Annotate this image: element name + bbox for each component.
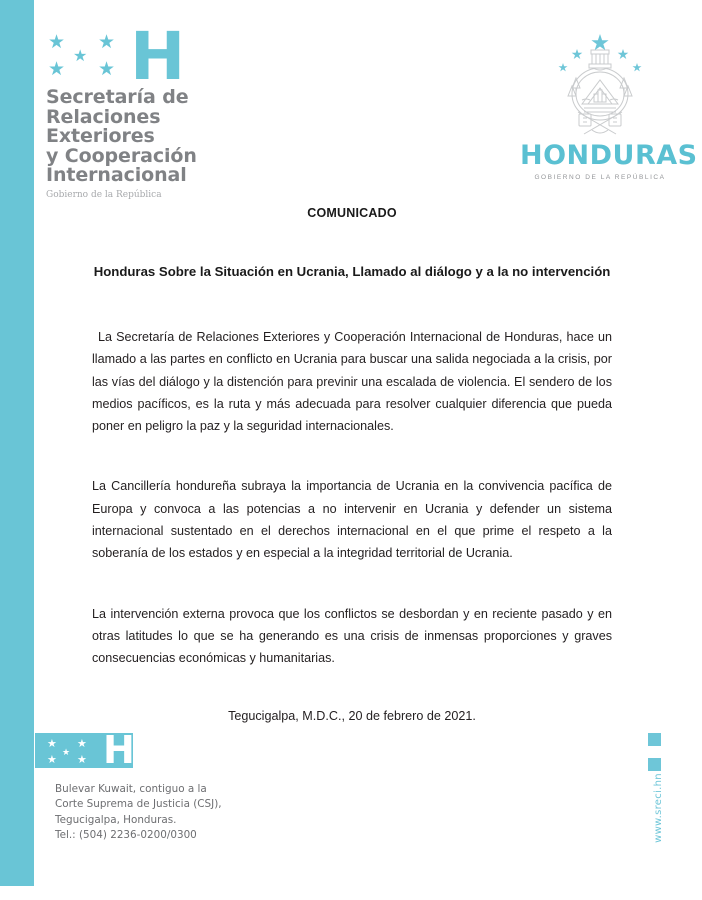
honduras-stars-h-logo-icon [46, 18, 196, 95]
sreci-name-line: Secretaría de [46, 86, 189, 108]
sreci-logo [46, 18, 346, 201]
star-icon: ★ [77, 738, 87, 750]
document-kicker: COMUNICADO [307, 206, 397, 220]
letter-h-icon: H [103, 728, 134, 772]
address-line: Tel.: (504) 2236-0200/0300 [55, 829, 197, 842]
address-line: Tegucigalpa, Honduras. [55, 813, 177, 826]
sreci-name-line: Exteriores [46, 125, 155, 147]
body-paragraph: La Secretaría de Relaciones Exteriores y Cooperación Internacional de Honduras, hace un llamado a las partes en conflicto en Ucrania para buscar una salida negociada a la crisis, por las vías del diálogo y la distención para previnir una escalada de violencia. El sendero de los medios pacíficos, es la ruta y más adecuada para resolver cualquier diferencia que pueda poner en peligro la paz y la seguridad internacionales. [92, 330, 612, 434]
address-line: Corte Suprema de Justicia (CSJ), [55, 798, 222, 811]
document-header [0, 0, 702, 200]
page-title: Honduras Sobre la Situación en Ucrania, Llamado al diálogo y a la no intervención [93, 264, 611, 279]
document-body [92, 205, 612, 726]
body-paragraph: La intervención externa provoca que los conflictos se desbordan y en reciente pasado y en otras latitudes lo que se ha generando es una crisis de inmensas proporciones y graves consecuencias económicas y humanitarias. [92, 606, 612, 666]
star-icon: ★ [73, 48, 88, 65]
website-url[interactable]: www.sreci.hn [653, 773, 664, 843]
sreci-name-line: Relaciones [46, 105, 161, 128]
star-icon: ★ [77, 754, 87, 766]
footer-social-block [640, 730, 684, 880]
body-paragraph: La Cancillería hondureña subraya la importancia de Ucrania en la convivencia pacífica de Europa y convoca a las potencias a no intervenir en Ucrania y defender un sistema internacional sustentado en el derechos internacional en el que prime el respeto a la soberanía de los estados y en especial a la integridad territorial de Ucrania. [92, 479, 612, 561]
honduras-subtitle: GOBIERNO DE LA REPÚBLICA [534, 174, 666, 181]
star-icon: ★ [47, 738, 57, 750]
honduras-logo [520, 30, 698, 182]
five-stars-icon [46, 33, 130, 80]
footer-address [55, 782, 335, 844]
star-icon: ★ [62, 747, 71, 757]
social-square-icon[interactable] [648, 733, 661, 746]
sreci-name [46, 88, 346, 186]
sreci-name-line: y Cooperación [46, 144, 197, 167]
star-icon: ★ [98, 32, 116, 53]
honduras-wordmark: HONDURAS [520, 140, 698, 171]
footer-logo-icon [35, 728, 134, 772]
star-icon: ★ [48, 32, 66, 53]
sreci-subtitle: Gobierno de la República [46, 189, 162, 200]
dateline: Tegucigalpa, M.D.C., 20 de febrero de 2021. [228, 708, 476, 723]
star-icon: ★ [48, 59, 66, 80]
honduras-coat-of-arms-icon [520, 30, 680, 145]
star-icon: ★ [47, 754, 57, 766]
address-line: Bulevar Kuwait, contiguo a la [55, 783, 207, 795]
letter-h-icon: H [130, 18, 184, 95]
star-icon: ★ [98, 59, 116, 80]
sreci-name-line: Internacional [46, 164, 187, 186]
five-stars-icon [47, 738, 105, 764]
